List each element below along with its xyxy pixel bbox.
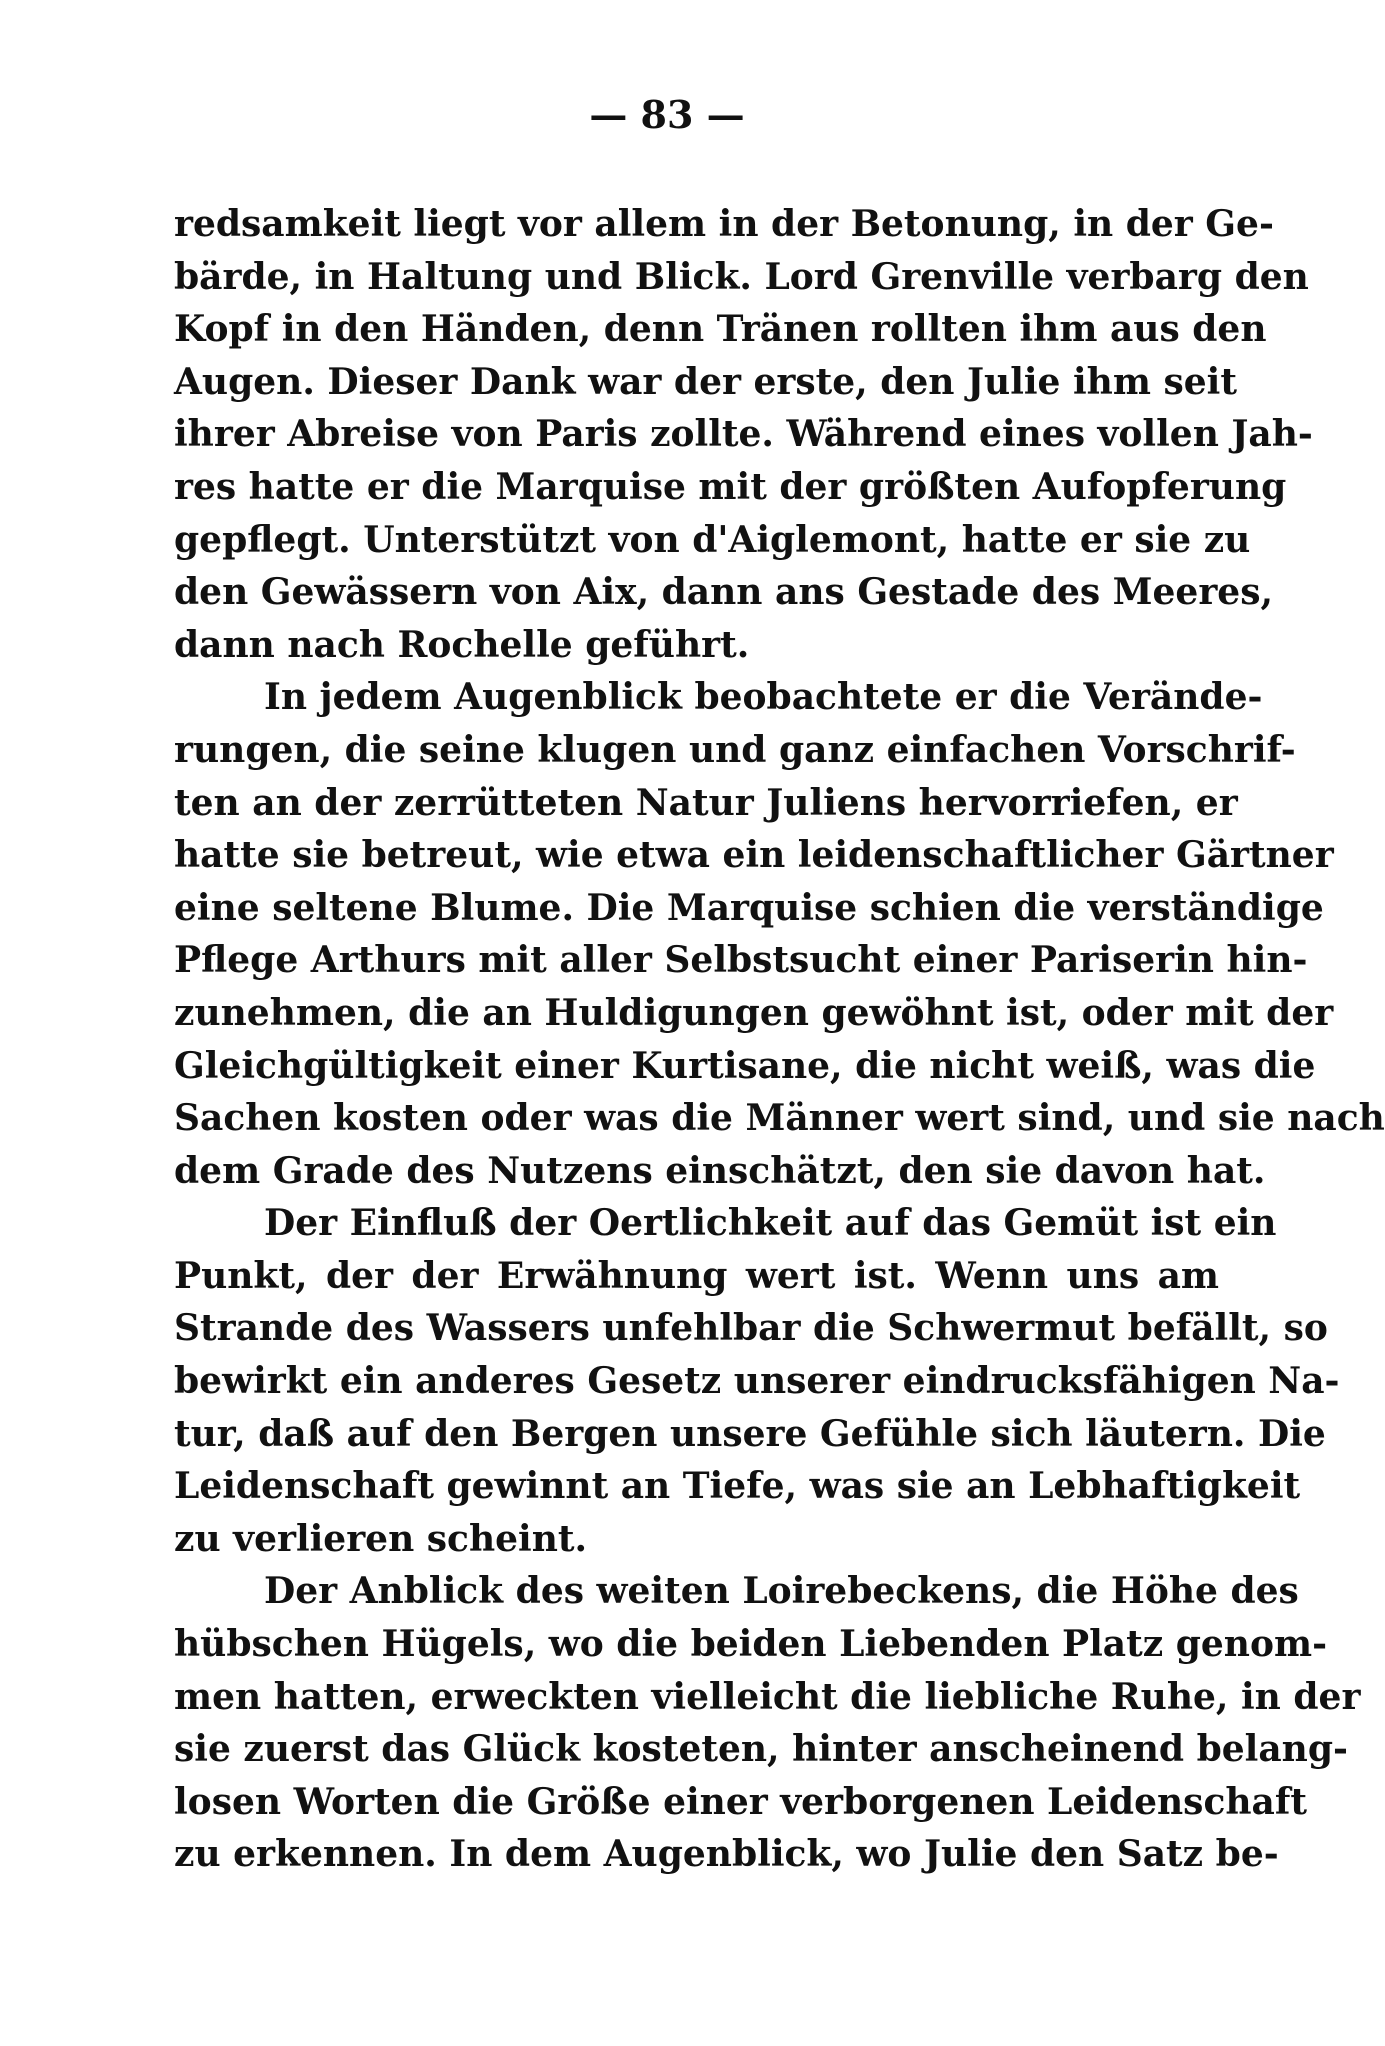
text-line: Der Einfluß der Oertlichkeit auf das Gemüt ist ein [264, 1202, 1277, 1245]
text-line: Gleichgültigkeit einer Kurtisane, die nicht weiß, was die [174, 1044, 1316, 1087]
text-line: zunehmen, die an Huldigungen gewöhnt ist, oder mit der [174, 991, 1334, 1034]
text-line: Leidenschaft gewinnt an Tiefe, was sie an Lebhaftigkeit [174, 1465, 1301, 1508]
text-line: bewirkt ein anderes Gesetz unserer eindrucksfähigen Na- [174, 1360, 1340, 1403]
text-line: redsamkeit liegt vor allem in der Betonung, in der Ge- [174, 203, 1274, 245]
paragraph [174, 1565, 1361, 1881]
text-line: ten an der zerrütteten Natur Juliens hervorriefen, er [174, 781, 1238, 824]
paragraph [174, 671, 1385, 1197]
text-line: bärde, in Haltung und Blick. Lord Grenville verbarg den [174, 255, 1309, 298]
text-line: hübschen Hügels, wo die beiden Liebenden Platz genom- [174, 1623, 1328, 1666]
text-line: zu erkennen. In dem Augenblick, wo Julie den Satz be- [174, 1833, 1279, 1876]
text-line: dann nach Rochelle geführt. [174, 623, 750, 666]
text-line: Der Anblick des weiten Loirebeckens, die Höhe des [264, 1570, 1299, 1613]
text-line: eine seltene Blume. Die Marquise schien die verständige [174, 886, 1324, 929]
text-line: ihrer Abreise von Paris zollte. Während eines vollen Jah- [174, 413, 1313, 456]
text-line: zu verlieren scheint. [174, 1517, 588, 1560]
text-line: hatte sie betreut, wie etwa ein leidenschaftlicher Gärtner [174, 834, 1334, 877]
text-line: In jedem Augenblick beobachtete er die Verände- [264, 676, 1263, 719]
text-line: Pflege Arthurs mit aller Selbstsucht einer Pariserin hin- [174, 939, 1308, 982]
text-line: den Gewässern von Aix, dann ans Gestade des Meeres, [174, 571, 1274, 614]
text-line: losen Worten die Größe einer verborgenen Leidenschaft [174, 1780, 1307, 1823]
paragraph [174, 1197, 1340, 1565]
paragraph [174, 198, 1313, 671]
text-line: men hatten, erweckten vielleicht die liebliche Ruhe, in der [174, 1675, 1361, 1718]
text-line: gepflegt. Unterstützt von d'Aiglemont, hatte er sie zu [174, 518, 1251, 561]
text-line: tur, daß auf den Bergen unsere Gefühle sich läutern. Die [174, 1412, 1326, 1455]
text-line: Strande des Wassers unfehlbar die Schwermut befällt, so [174, 1307, 1328, 1350]
text-line: res hatte er die Marquise mit der größten Aufopferung [174, 465, 1287, 508]
text-line: Kopf in den Händen, denn Tränen rollten ihm aus den [174, 308, 1267, 351]
text-line: dem Grade des Nutzens einschätzt, den sie davon hat. [174, 1149, 1266, 1192]
text-line: Augen. Dieser Dank war der erste, den Julie ihm seit [174, 360, 1237, 403]
text-line: rungen, die seine klugen und ganz einfachen Vorschrif- [174, 728, 1296, 771]
text-line: Sachen kosten oder was die Männer wert sind, und sie nach [174, 1097, 1385, 1140]
page-number: — 83 — [589, 92, 745, 137]
body-text [174, 198, 1385, 1881]
text-line: sie zuerst das Glück kosteten, hinter anscheinend belang- [174, 1728, 1348, 1771]
text-line: Punkt, der der Erwähnung wert ist. Wenn uns am [174, 1254, 1219, 1297]
